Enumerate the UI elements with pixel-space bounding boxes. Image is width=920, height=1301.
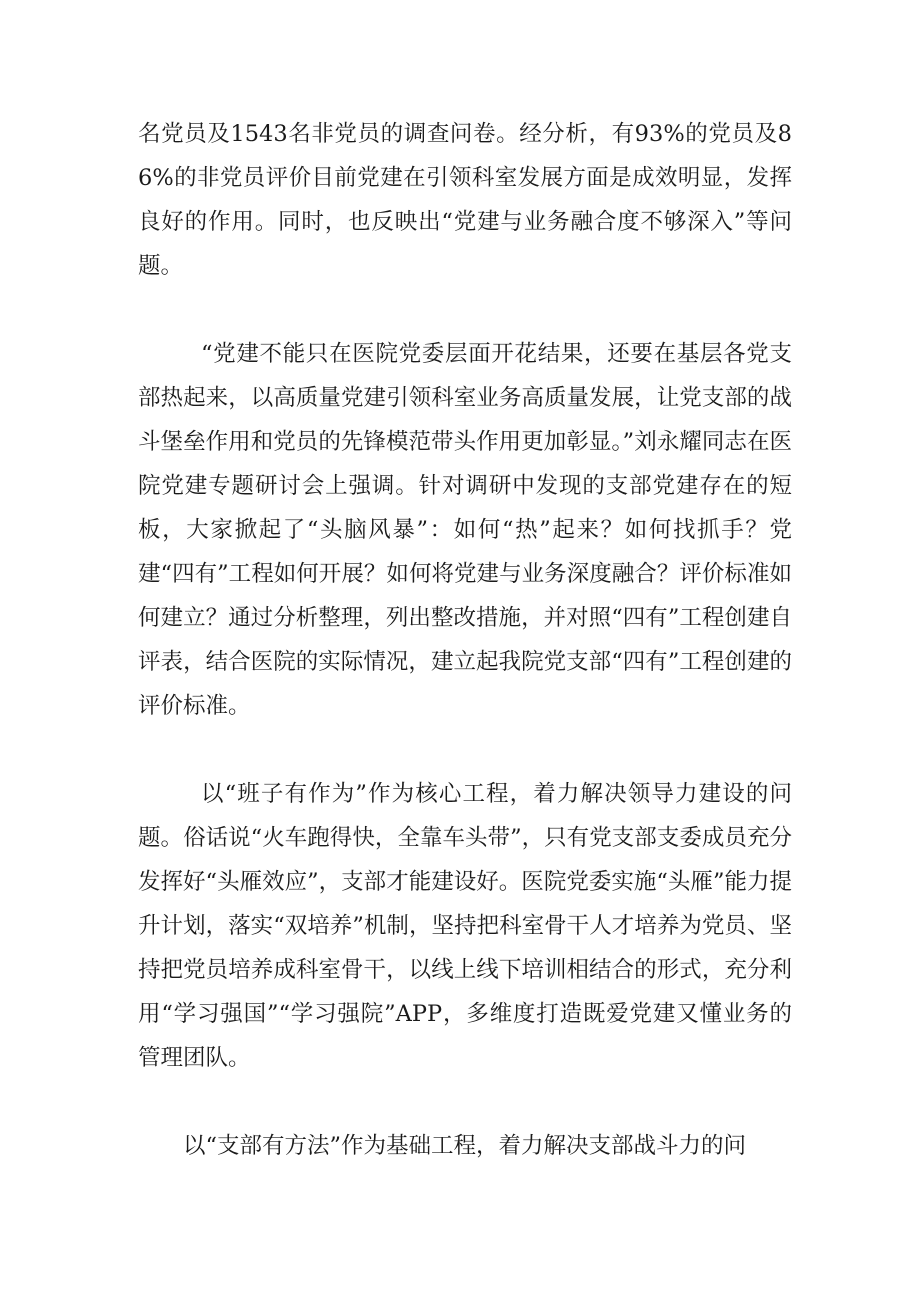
document-body: [138, 112, 792, 1212]
paragraph-survey-results: 名党员及1543名非党员的调查问卷。经分析，有93%的党员及86%的非党员评价目前党建在引领科室发展方面是成效明显，发挥良好的作用。同时，也反映出“党建与业务融合度不够深入”等问题。: [138, 121, 792, 279]
paragraph-seminar-quote: “党建不能只在医院党委层面开花结果，还要在基层各党支部热起来，以高质量党建引领科室业务高质量发展，让党支部的战斗堡垒作用和党员的先锋模范带头作用更加彰显。”刘永耀同志在医院党建专题研讨会上强调。针对调研中发现的支部党建存在的短板，大家掀起了“头脑风暴”：如何“热”起来？如何找抓手？党建“四有”工程如何开展？如何将党建与业务深度融合？评价标准如何建立？通过分析整理，列出整改措施，并对照“四有”工程创建自评表，结合医院的实际情况，建立起我院党支部“四有”工程创建的评价标准。: [138, 341, 792, 719]
paragraph-leadership-team: 以“班子有作为”作为核心工程，着力解决领导力建设的问题。俗话说“火车跑得快，全靠车头带”，只有党支部支委成员充分发挥好“头雁效应”，支部才能建设好。医院党委实施“头雁”能力提升计划，落实“双培养”机制，坚持把科室骨干人才培养为党员、坚持把党员培养成科室骨干，以线上线下培训相结合的形式，充分利用“学习强国”“学习强院”APP，多维度打造既爱党建又懂业务的管理团队。: [138, 781, 792, 1071]
paragraph-branch-methods: 以“支部有方法”作为基础工程，着力解决支部战斗力的问: [183, 1133, 747, 1159]
